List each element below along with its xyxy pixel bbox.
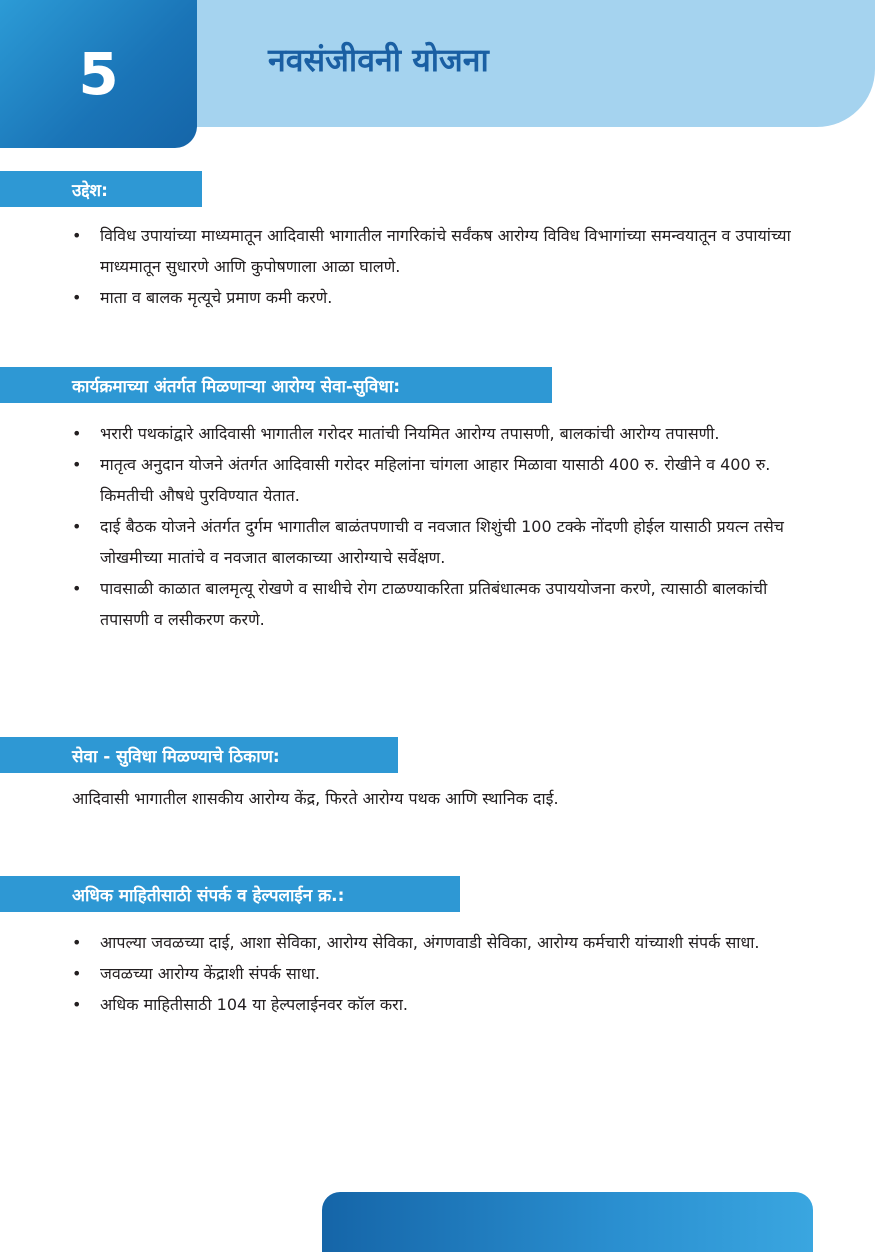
location-text: आदिवासी भागातील शासकीय आरोग्य केंद्र, फिरते आरोग्य पथक आणि स्थानिक दाई. [72, 789, 559, 808]
list-item: • अधिक माहितीसाठी 104 या हेल्पलाईनवर कॉल करा. [72, 989, 812, 1020]
section-heading-contact: अधिक माहितीसाठी संपर्क व हेल्पलाईन क्र.: [0, 876, 460, 912]
footer-bar [322, 1192, 813, 1252]
section-heading-services: कार्यक्रमाच्या अंतर्गत मिळणाऱ्या आरोग्य सेवा-सुविधा: [0, 367, 552, 403]
list-item: • भरारी पथकांद्वारे आदिवासी भागातील गरोदर मातांची नियमित आरोग्य तपासणी, बालकांची आरोग्य तपासणी. [72, 418, 812, 449]
list-item: • मातृत्व अनुदान योजने अंतर्गत आदिवासी गरोदर महिलांना चांगला आहार मिळावा यासाठी 400 रु. रोखीने व 400 रु. किमतीची औषधे पुरविण्यात येतात. [72, 449, 812, 511]
objective-list [72, 220, 812, 313]
list-item: • दाई बैठक योजने अंतर्गत दुर्गम भागातील बाळंतपणाची व नवजात शिशुंची 100 टक्के नोंदणी होईल यासाठी प्रयत्न तसेच जोखमीच्या मातांचे व नवजात बालकाच्या आरोग्याचे सर्वेक्षण. [72, 511, 812, 573]
list-item: • जवळच्या आरोग्य केंद्राशी संपर्क साधा. [72, 958, 812, 989]
list-item: • आपल्या जवळच्या दाई, आशा सेविका, आरोग्य सेविका, अंगणवाडी सेविका, आरोग्य कर्मचारी यांच्याशी संपर्क साधा. [72, 927, 812, 958]
services-list [72, 418, 812, 635]
section-heading-location: सेवा - सुविधा मिळण्याचे ठिकाण: [0, 737, 398, 773]
chapter-number: 5 [78, 40, 119, 108]
list-item: • पावसाळी काळात बालमृत्यू रोखणे व साथीचे रोग टाळण्याकरिता प्रतिबंधात्मक उपाययोजना करणे, त्यासाठी बालकांची तपासणी व लसीकरण करणे. [72, 573, 812, 635]
contact-list [72, 927, 812, 1020]
section-heading-objective: उद्देश: [0, 171, 202, 207]
list-item: • विविध उपायांच्या माध्यमातून आदिवासी भागातील नागरिकांचे सर्वंकष आरोग्य विविध विभागांच्या समन्वयातून व उपायांच्या माध्यमातून सुधारणे आणि कुपोषणाला आळा घालणे. [72, 220, 812, 282]
list-item: • माता व बालक मृत्यूचे प्रमाण कमी करणे. [72, 282, 812, 313]
page-title: नवसंजीवनी योजना [268, 41, 489, 79]
